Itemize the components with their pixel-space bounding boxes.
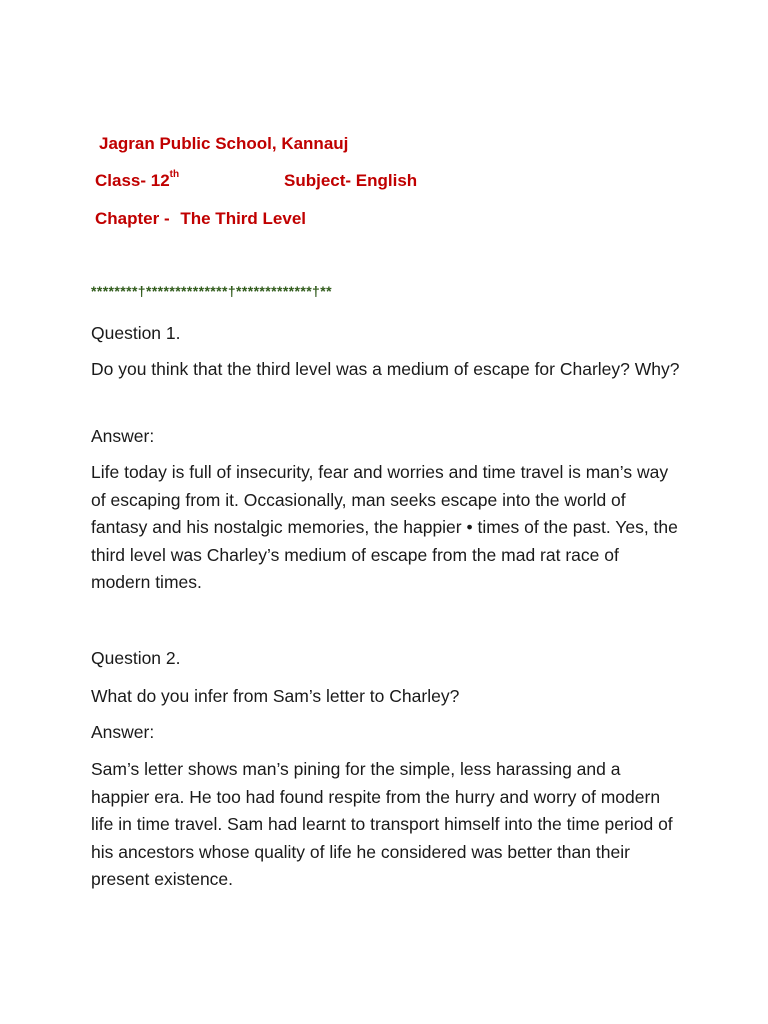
question-1-text: Do you think that the third level was a medium of escape for Charley? Why?: [91, 359, 680, 379]
answer-2-label: Answer:: [91, 722, 155, 742]
class-label: Class- 12: [95, 171, 170, 190]
question-2-label: Question 2.: [91, 648, 181, 668]
chapter-title: The Third Level: [180, 209, 306, 228]
school-name: Jagran Public School, Kannauj: [99, 134, 349, 153]
answer-2-text: Sam’s letter shows man’s pining for the simple, less harassing and a happier era. He too had found respite from the hurry and worry of modern life in time travel. Sam had learnt to transport himself into the time period of his ancestors whose quality of life he considered was better than their present existence.: [91, 759, 673, 889]
question-1-label: Question 1.: [91, 323, 181, 343]
answer-1-label: Answer:: [91, 426, 155, 446]
chapter-label: Chapter -: [95, 209, 170, 228]
answer-1-text: Life today is full of insecurity, fear and worries and time travel is man’s way of escaping from it. Occasionally, man seeks escape into the world of fantasy and his nostalgic memories, the happier • times of the past. Yes, the third level was Charley’s medium of escape from the mad rat race of modern times.: [91, 462, 678, 592]
decorative-divider: ********†**************†*************†**: [91, 283, 332, 299]
question-2-text: What do you infer from Sam’s letter to Charley?: [91, 686, 460, 706]
class-heading: [95, 171, 179, 191]
subject-heading: Subject- English: [284, 171, 418, 190]
chapter-heading: [95, 209, 306, 229]
class-superscript: th: [169, 169, 180, 181]
